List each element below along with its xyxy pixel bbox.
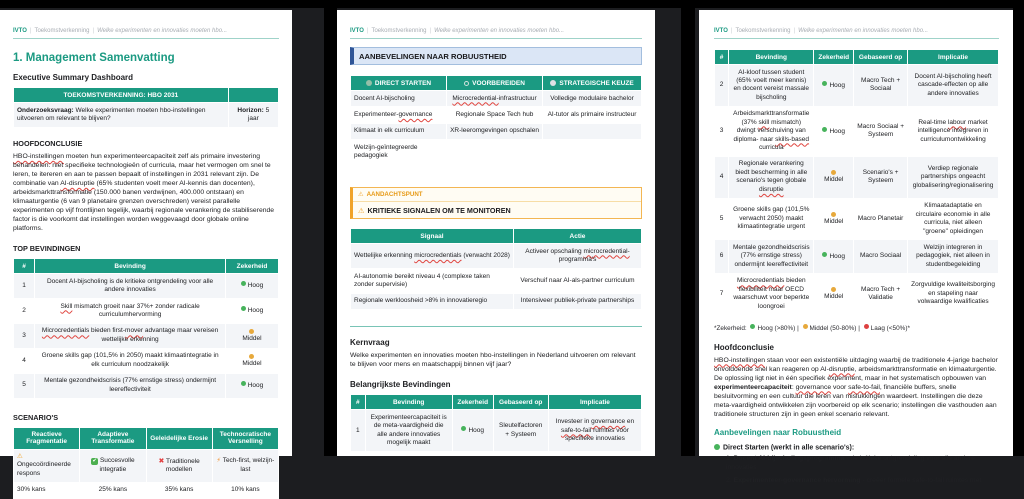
confidence-dot-icon	[249, 329, 254, 334]
cell-finding: Docent AI-bijscholing is de kritieke ontgrendeling voor alle andere innovaties	[35, 274, 226, 299]
confidence-label: Hoog	[468, 427, 484, 435]
confidence-label: Middel	[824, 292, 844, 300]
cell-confidence	[814, 240, 854, 273]
scenario-cell	[14, 449, 80, 482]
cell-num: 4	[14, 348, 35, 373]
cell-confidence	[814, 273, 854, 315]
table-row	[351, 123, 642, 139]
scenario-column-header: Reactieve Fragmentatie	[14, 427, 80, 449]
column-header-finding: Bevinding	[729, 50, 814, 65]
attention-title	[353, 202, 641, 218]
page-title: 1. Management Samenvatting	[13, 52, 175, 64]
cell-implication: Klimaatadaptatie en circulaire economie in alle curricula, niet alleen "groene" opleidingen	[908, 198, 999, 240]
cell-finding: Experimenteercapaciteit is de meta-vaardigheid die alle andere innovaties mogelijk maakt	[365, 410, 452, 452]
rec-cell: Microcredential-infrastructuur	[447, 91, 543, 107]
breadcrumb	[714, 28, 999, 39]
breadcrumb	[13, 28, 279, 39]
breadcrumb-separator: |	[793, 28, 796, 34]
legend-separator: |	[797, 324, 799, 332]
kans-cell: 25% kans	[80, 482, 146, 498]
cell-implication: Docent AI-bijscholing heeft cascade-effecten op alle andere innovaties	[908, 65, 999, 107]
check-icon: ✔	[92, 458, 97, 465]
cell-signal: AI-autonomie bereikt niveau 4 (complexe taken zonder supervisie)	[351, 269, 514, 294]
hoofdconclusie-paragraph: HBO-instellingen moeten hun experimenteercapaciteit zelf als primaire investering behandelen: niet specifieke technologieën of curricula, maar het vermogen om snel te leren, te itereren en aan te passen bepaalt of instellingen in 2031 relevant zijn. De combinatie van AI-disruptie (65% studenten voelt meer AI-kennis dan docenten), arbeidsmarkttransformatie (150.000 banen verdwijnen, 400.000 ontstaan) en klimaaturgentie (6 van 9 planetaire grenzen overschreden) vereist parallelle experimenten op vijf frontlijnen tegelijk, waarbij regionale verankering de stabiliserende factor is die voorkomt dat instellingen worden weggevaagd door globale online platforms.	[13, 152, 275, 233]
column-header-confidence: Zekerheid	[225, 259, 278, 274]
legend-middel: Middel (50-80%)	[809, 324, 857, 332]
rec-cell	[447, 140, 543, 165]
middel-dot-icon	[803, 324, 808, 329]
scenario-cell	[146, 449, 212, 482]
cell-num: 2	[14, 299, 35, 324]
cell-basis: Macro Sociaal + Systeem	[854, 106, 908, 156]
cell-finding: Microcredentials bieden first-mover advantage maar vereisen wettelijke erkenning	[35, 323, 226, 348]
bevindingen-heading: Belangrijkste Bevindingen	[350, 380, 451, 390]
table-row	[715, 65, 999, 107]
scenario-column-header: Geleidelijke Erosie	[146, 427, 212, 449]
confidence-dot-icon	[241, 281, 246, 286]
breadcrumb-section: Toekomstverkenning	[371, 28, 427, 34]
cell-basis: Scenario's + Systeem	[854, 156, 908, 198]
rec-cell: Regionale Space Tech hub	[447, 107, 543, 123]
cell-signal: Regionale werkloosheid >8% in innovatieregio	[351, 293, 514, 309]
confidence-dot-icon	[249, 354, 254, 359]
cell-confidence	[814, 106, 854, 156]
dashboard-table	[13, 87, 279, 128]
confidence-label: Hoog	[829, 127, 846, 135]
table-row	[351, 91, 642, 107]
kernvraag-paragraph: Welke experimenten en innovaties moeten hbo-instellingen in Nederland uitvoeren om relevant te blijven voor mens en maatschappij binnen vijf jaar?	[350, 352, 636, 369]
breadcrumb-separator: |	[92, 28, 95, 34]
column-header-finding: Bevinding	[365, 395, 452, 410]
horizon-cell: Horizon: 5 jaar	[228, 103, 278, 128]
cell-basis: Macro Sociaal	[854, 240, 908, 273]
breadcrumb-separator: |	[29, 28, 32, 34]
table-row	[351, 107, 642, 123]
scenario-text: Succesvolle integratie	[99, 457, 135, 473]
column-header-num: #	[715, 50, 729, 65]
table-row	[351, 140, 642, 165]
voorbereiden-ring-icon	[464, 81, 469, 86]
table-row	[351, 244, 642, 269]
confidence-label: Hoog	[247, 307, 264, 315]
hoog-dot-icon	[750, 324, 755, 329]
cell-implication: Zorgvuldige kwaliteitsborging en stapeling naar volwaardige kwalificaties	[908, 273, 999, 315]
document-page-1	[0, 10, 292, 494]
breadcrumb-brand-link[interactable]: IVTO	[350, 28, 364, 34]
scenario-cell	[212, 449, 278, 482]
confidence-dot-icon	[831, 212, 836, 217]
rec-cell	[543, 123, 642, 139]
cell-num: 1	[14, 274, 35, 299]
rec-cell: AI-tutor als primaire instructeur	[543, 107, 642, 123]
confidence-label: Hoog	[247, 282, 264, 290]
column-header-voorbereiden	[447, 76, 543, 91]
research-question-cell: Onderzoeksvraag: Welke experimenten moeten hbo-instellingen uitvoeren om relevant te blijven?	[14, 103, 229, 128]
table-row	[715, 273, 999, 315]
column-header-label: VOORBEREIDEN	[472, 79, 525, 87]
cell-finding: Skill mismatch groeit naar 37%+ zonder radicale curriculumhervorming	[35, 299, 226, 324]
table-row	[715, 156, 999, 198]
hoofdconclusie-heading: Hoofdconclusie	[714, 342, 775, 352]
top-bevindingen-heading: TOP BEVINDINGEN	[13, 244, 81, 254]
attention-title-label: KRITIEKE SIGNALEN OM TE MONITOREN	[367, 205, 511, 215]
window-divider	[1013, 0, 1024, 456]
confidence-label: Middel	[242, 334, 262, 342]
cell-action: Verschuif naar AI-als-partner curriculum	[513, 269, 641, 294]
hoofdconclusie-heading: HOOFDCONCLUSIE	[13, 138, 83, 148]
confidence-dot-icon	[241, 306, 246, 311]
table-row	[351, 269, 642, 294]
kans-cell: 35% kans	[146, 482, 212, 498]
table-row	[14, 449, 279, 482]
scenario-cell	[80, 449, 146, 482]
cell-finding: Mentale gezondheidscrisis (77% ernstige stress) ondermijnt leereffectiviteit	[35, 373, 226, 398]
scenario-column-header: Technocratische Versnelling	[212, 427, 278, 449]
document-page-3	[699, 10, 1013, 484]
breadcrumb-doc-title: Welke experimenten en innovaties moeten hbo...	[434, 28, 565, 34]
cell-num: 5	[715, 198, 729, 240]
cell-implication: Investeer in governance en safe-to-fail ruimtes vóór specifieke innovaties	[548, 410, 641, 452]
cell-num: 3	[14, 323, 35, 348]
green-dot-icon	[714, 444, 720, 450]
scenario-column-header: Adaptieve Transformatie	[80, 427, 146, 449]
attention-tag	[353, 188, 641, 202]
cell-implication: Verdiep regionale partnerships ongeacht globalisering/regionalisering	[908, 156, 999, 198]
kans-cell: 30% kans	[14, 482, 80, 498]
cell-num: 3	[715, 106, 729, 156]
cell-finding: Groene skills gap (101,5% in 2050) maakt klimaatintegratie in elk curriculum noodzakelijk	[35, 348, 226, 373]
cell-basis: Macro Planetair	[854, 198, 908, 240]
cell-finding: Groene skills gap (101,5% verwacht 2050) maakt klimaatintegratie urgent	[729, 198, 814, 240]
breadcrumb-brand-link[interactable]: IVTO	[13, 28, 27, 34]
legend-hoog: Hoog (>80%)	[757, 324, 796, 332]
cross-icon: ✖	[158, 457, 165, 465]
robuustheid-banner: AANBEVELINGEN NAAR ROBUUSTHEID	[350, 47, 642, 65]
table-row	[351, 410, 642, 452]
rec-cell: Docent AI-bijscholing	[351, 91, 447, 107]
column-header-finding: Bevinding	[35, 259, 226, 274]
rec-cell: Volledige modulaire bachelor	[543, 91, 642, 107]
confidence-label: Middel	[824, 217, 844, 225]
aanbevelingen-heading: Aanbevelingen naar Robuustheid	[714, 427, 842, 437]
rec-cell: Experimenteer-governance	[351, 107, 447, 123]
cell-basis: Sleutelfactoren + Systeem	[493, 410, 548, 452]
table-row	[715, 240, 999, 273]
attention-callout	[350, 187, 642, 219]
signals-table	[350, 228, 642, 310]
direct-starten-heading	[714, 444, 999, 452]
cell-num: 7	[715, 273, 729, 315]
breadcrumb-separator: |	[429, 28, 432, 34]
cell-confidence	[225, 348, 278, 373]
kernvraag-heading: Kernvraag	[350, 338, 390, 348]
table-row	[14, 274, 279, 299]
cell-confidence	[225, 274, 278, 299]
scenario-text: Traditionele modellen	[165, 457, 200, 474]
hoofdconclusie-paragraph: HBO-instellingen staan voor een existentiële uitdaging waarbij de traditionele 4-jarige bachelor onvoldoende snel kan reageren op AI-disruptie, arbeidsmarkttransformatie en klimaaturgentie. De oplossing ligt niet in één specifiek experiment, maar in het systematisch opbouwen van experimenteercapaciteit: governance voor safe-to-fail, financiële buffers, snelle besluitvorming en een cultuur die leren van mislukkingen waardeert. Instellingen die deze meta-vaardigheid ontwikkelen zijn voorbereid op elk scenario; instellingen die vasthouden aan traditionele structuren zijn in geen enkel scenario relevant.	[714, 356, 998, 418]
cell-confidence	[452, 410, 493, 452]
key-findings-table	[350, 394, 642, 452]
direct-starten-dot-icon	[366, 80, 372, 86]
table-row	[14, 482, 279, 498]
cell-num: 4	[715, 156, 729, 198]
warning-icon: ⚠	[358, 205, 365, 215]
list-item: 2. Experimenteer-governance hervorming - creëer formele safe-to-fail ruimtes met	[726, 476, 982, 484]
column-header-strategische-keuze	[543, 76, 642, 91]
legend-laag: Laag (<50%)*	[870, 324, 910, 332]
confidence-dot-icon	[822, 81, 827, 86]
cell-confidence	[225, 373, 278, 398]
table-row	[14, 323, 279, 348]
breadcrumb-section: Toekomstverkenning	[34, 28, 90, 34]
cell-action: Intensiveer publiek-private partnerships	[513, 293, 641, 309]
confidence-dot-icon	[831, 287, 836, 292]
confidence-label: Hoog	[247, 381, 264, 389]
warning-icon: ⚠	[358, 191, 364, 199]
dashboard-subtitle: Executive Summary Dashboard	[13, 73, 134, 82]
cell-confidence	[225, 299, 278, 324]
cell-confidence	[225, 323, 278, 348]
breadcrumb-doc-title: Welke experimenten en innovaties moeten hbo...	[97, 28, 228, 34]
confidence-legend	[714, 324, 999, 332]
cell-num: 5	[14, 373, 35, 398]
warning-icon: ⚠	[17, 453, 23, 461]
cell-finding: Microcredentials bieden flexibiliteit maar OECD waarschuwt voor beperkte loongroei	[729, 273, 814, 315]
direct-starten-label: Direct Starten (werkt in alle scenario's):	[723, 444, 855, 452]
scenario-text: Tech-first, welzijn-last	[222, 457, 275, 473]
cell-num: 6	[715, 240, 729, 273]
column-header-label: STRATEGISCHE KEUZE	[559, 79, 634, 87]
cell-finding: Arbeidsmarkttransformatie (37% skill mismatch) dwingt verschuiving van diploma- naar skills-based curricula	[729, 106, 814, 156]
column-header-label: DIRECT STARTEN	[374, 79, 432, 87]
rec-cell	[543, 140, 642, 165]
cell-basis: Macro Tech + Sociaal	[854, 65, 908, 107]
cell-finding: AI-kloof tussen student (65% voelt meer kennis) en docent vereist massale bijscholing	[729, 65, 814, 107]
breadcrumb-separator: |	[730, 28, 733, 34]
cell-confidence	[814, 198, 854, 240]
cell-implication: Welzijn integreren in pedagogiek, niet alleen in studentbegeleiding	[908, 240, 999, 273]
confidence-label: Middel	[824, 176, 844, 184]
legend-separator: |	[858, 324, 860, 332]
column-header-actie: Actie	[513, 229, 641, 244]
table-row	[715, 198, 999, 240]
confidence-dot-icon	[822, 127, 827, 132]
recommendations-table	[350, 75, 642, 165]
confidence-dot-icon	[822, 252, 827, 257]
key-findings-table-continued	[714, 49, 999, 316]
confidence-label: Middel	[242, 359, 262, 367]
column-header-direct-starten	[351, 76, 447, 91]
column-header-implication: Implicatie	[908, 50, 999, 65]
table-row	[14, 373, 279, 398]
strategische-keuze-dot-icon	[550, 80, 556, 86]
column-header-signaal: Signaal	[351, 229, 514, 244]
legend-prefix: *Zekerheid:	[714, 324, 747, 332]
breadcrumb-section: Toekomstverkenning	[735, 28, 791, 34]
column-header-num: #	[14, 259, 35, 274]
column-header-basis: Gebaseerd op	[854, 50, 908, 65]
cell-num: 2	[715, 65, 729, 107]
dashboard-table-header-empty	[228, 88, 278, 103]
window-divider	[324, 0, 337, 456]
confidence-label: Hoog	[829, 81, 846, 89]
column-header-implication: Implicatie	[548, 395, 641, 410]
confidence-dot-icon	[241, 381, 246, 386]
rec-cell: Welzijn-geïntegreerde pedagogiek	[351, 140, 447, 165]
kans-cell: 10% kans	[212, 482, 278, 498]
attention-tag-label: AANDACHTSPUNT	[366, 191, 423, 199]
scenarios-table	[13, 427, 279, 499]
column-header-num: #	[351, 395, 366, 410]
rec-cell: Klimaat in elk curriculum	[351, 123, 447, 139]
cell-action: Activeer opschaling microcredential-programma's	[513, 244, 641, 269]
scenario-text: Ongecoördineerde respons	[17, 461, 71, 477]
breadcrumb-separator: |	[366, 28, 369, 34]
column-header-basis: Gebaseerd op	[493, 395, 548, 410]
confidence-dot-icon	[461, 426, 466, 431]
cell-confidence	[814, 156, 854, 198]
table-row	[351, 293, 642, 309]
confidence-dot-icon	[831, 170, 836, 175]
cell-confidence	[814, 65, 854, 107]
cell-num: 1	[351, 410, 366, 452]
rec-cell: XR-leeromgevingen opschalen	[447, 123, 543, 139]
lightning-icon: ⚡	[216, 457, 221, 465]
cell-implication: Real-time labour market intelligence integreren in curriculumontwikkeling	[908, 106, 999, 156]
column-header-confidence: Zekerheid	[814, 50, 854, 65]
column-header-confidence: Zekerheid	[452, 395, 493, 410]
table-row	[715, 106, 999, 156]
laag-dot-icon	[864, 324, 869, 329]
table-row	[14, 348, 279, 373]
confidence-label: Hoog	[829, 252, 846, 260]
window-divider	[681, 0, 695, 456]
dashboard-table-header: TOEKOMSTVERKENNING: HBO 2031	[14, 88, 229, 103]
list-item: 1. Docent AI-bijscholingsprogramma - de kritieke ontgrendeling voor alle andere innovaties	[726, 455, 976, 472]
scenarios-heading: SCENARIO'S	[13, 412, 59, 422]
breadcrumb-brand-link[interactable]: IVTO	[714, 28, 728, 34]
breadcrumb-doc-title: Welke experimenten en innovaties moeten hbo...	[798, 28, 929, 34]
table-row	[14, 103, 279, 128]
top-black-bar	[0, 0, 1024, 8]
cell-signal: Wettelijke erkenning microcredentials (verwacht 2028)	[351, 244, 514, 269]
cell-finding: Regionale verankering biedt bescherming in alle scenario's tegen globale disruptie	[729, 156, 814, 198]
cell-finding: Mentale gezondheidscrisis (77% ernstige stress) ondermijnt leereffectiviteit	[729, 240, 814, 273]
table-row	[14, 299, 279, 324]
breadcrumb	[350, 28, 642, 39]
findings-table	[13, 258, 279, 398]
cell-basis: Macro Tech + Validatie	[854, 273, 908, 315]
section-divider	[350, 326, 642, 327]
document-page-2	[337, 10, 655, 456]
